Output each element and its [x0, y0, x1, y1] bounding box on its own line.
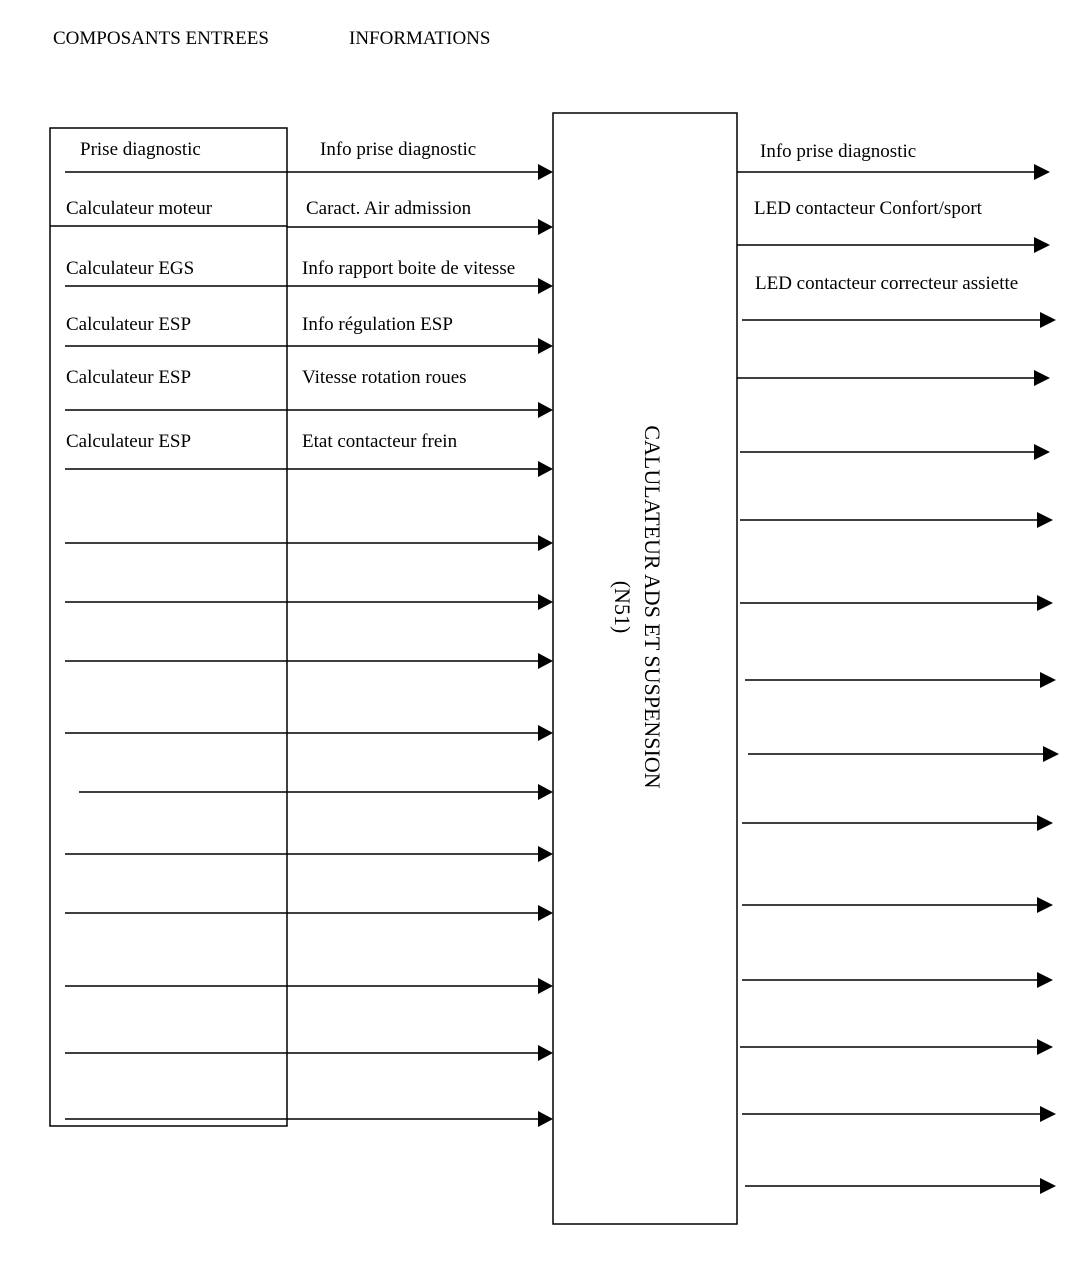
input-arrow — [65, 846, 553, 862]
input-component-label: Prise diagnostic — [80, 139, 201, 160]
output-arrow — [737, 237, 1050, 253]
output-arrow — [745, 672, 1056, 688]
central-controller-title — [610, 425, 665, 788]
input-arrow — [65, 535, 553, 551]
output-label: LED contacteur correcteur assiette — [755, 273, 1019, 294]
input-component-label: Calculateur ESP — [66, 314, 192, 335]
input-info-label: Info régulation ESP — [302, 314, 453, 335]
input-info-label: Info prise diagnostic — [320, 139, 477, 160]
output-arrow — [742, 972, 1053, 988]
output-arrows — [737, 164, 1059, 1194]
output-arrow — [740, 444, 1050, 460]
input-component-label: Calculateur moteur — [66, 198, 213, 219]
input-arrow — [65, 725, 553, 741]
input-info-label: Caract. Air admission — [306, 198, 472, 219]
output-arrow — [740, 1039, 1053, 1055]
output-arrow — [742, 815, 1053, 831]
input-info-label: Vitesse rotation roues — [302, 367, 467, 388]
input-component-label: Calculateur ESP — [66, 367, 192, 388]
input-arrow — [65, 653, 553, 669]
input-arrow — [65, 338, 553, 354]
central-controller-title-line2: (N51) — [610, 580, 635, 634]
output-arrow — [742, 312, 1056, 328]
input-arrow — [65, 402, 553, 418]
input-info-label: Etat contacteur frein — [302, 431, 458, 452]
input-arrow — [65, 594, 553, 610]
input-arrow — [65, 1045, 553, 1061]
header-components: COMPOSANTS ENTREES — [53, 28, 269, 49]
output-label: LED contacteur Confort/sport — [754, 198, 982, 219]
input-arrow — [65, 461, 553, 477]
output-arrow — [742, 897, 1053, 913]
output-arrow — [745, 1178, 1056, 1194]
output-arrow — [740, 595, 1053, 611]
input-component-label: Calculateur EGS — [66, 258, 195, 279]
output-label: Info prise diagnostic — [760, 141, 917, 162]
input-arrow — [65, 978, 553, 994]
output-arrow — [737, 164, 1050, 180]
input-arrow — [79, 784, 553, 800]
central-controller-title-line1: CALULATEUR ADS ET SUSPENSION — [640, 425, 665, 789]
header-informations: INFORMATIONS — [349, 28, 491, 49]
output-arrow — [737, 370, 1050, 386]
input-arrow — [65, 905, 553, 921]
output-arrow — [742, 1106, 1056, 1122]
input-arrows — [65, 164, 553, 1127]
input-arrow — [65, 164, 553, 180]
input-info-label: Info rapport boite de vitesse — [302, 258, 516, 279]
output-arrow — [748, 746, 1059, 762]
input-arrow — [65, 278, 553, 294]
input-arrow — [65, 1111, 553, 1127]
input-component-label: Calculateur ESP — [66, 431, 192, 452]
output-arrow — [740, 512, 1053, 528]
input-arrow — [287, 219, 553, 235]
